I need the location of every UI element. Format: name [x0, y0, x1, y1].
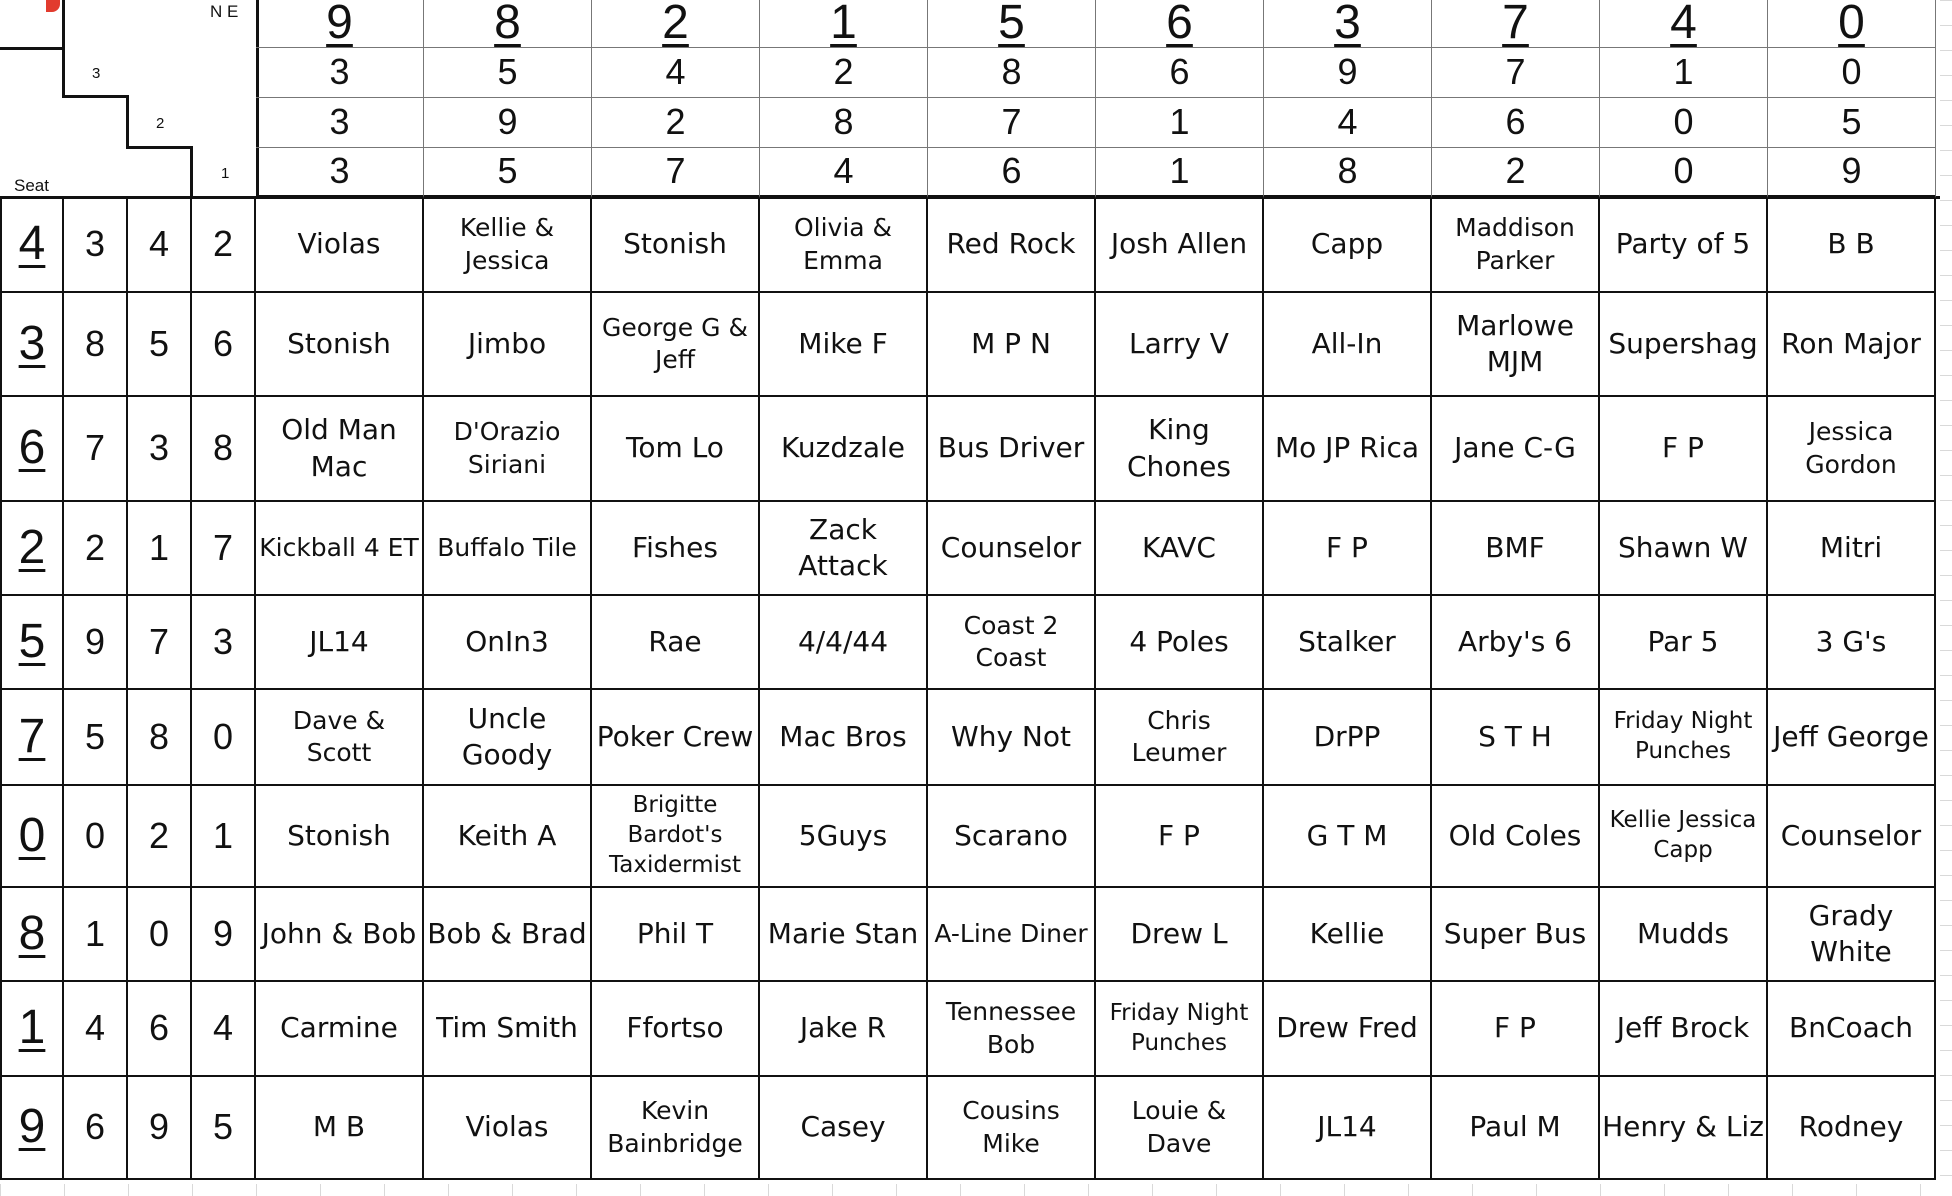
quarter-digit: 4 — [592, 48, 760, 98]
square-cell: George G & Jeff — [592, 293, 760, 397]
row-digit: 2 — [0, 502, 64, 596]
row-quarter-digit: 0 — [128, 888, 192, 982]
square-cell: Rae — [592, 596, 760, 690]
square-cell: Brigitte Bardot's Taxidermist — [592, 786, 760, 888]
square-cell: Scarano — [928, 786, 1096, 888]
square-cell: Capp — [1264, 198, 1432, 293]
square-cell: Super Bus — [1432, 888, 1600, 982]
square-cell: Stalker — [1264, 596, 1432, 690]
square-cell: D'Orazio Siriani — [424, 397, 592, 502]
square-cell: Bus Driver — [928, 397, 1096, 502]
row-digit: 4 — [0, 198, 64, 293]
stair-line — [126, 95, 129, 148]
square-cell: Cousins Mike — [928, 1077, 1096, 1180]
quarter-digit: 9 — [1264, 48, 1432, 98]
row-quarter-digit: 6 — [192, 293, 256, 397]
square-cell: Shawn W — [1600, 502, 1768, 596]
row-digit: 8 — [0, 888, 64, 982]
row-quarter-digit: 7 — [192, 502, 256, 596]
quarter-digit: 9 — [1768, 148, 1936, 198]
square-cell: Louie & Dave — [1096, 1077, 1264, 1180]
row-quarter-digit: 6 — [64, 1077, 128, 1180]
row-quarter-digit: 1 — [64, 888, 128, 982]
row-quarter-digit: 2 — [64, 502, 128, 596]
quarter-digit: 5 — [424, 48, 592, 98]
square-cell: Old Man Mac — [256, 397, 424, 502]
square-cell: 4 Poles — [1096, 596, 1264, 690]
quarter-digit: 0 — [1600, 98, 1768, 148]
square-cell: Kellie Jessica Capp — [1600, 786, 1768, 888]
square-cell: Kellie & Jessica — [424, 198, 592, 293]
square-cell: JL14 — [1264, 1077, 1432, 1180]
square-cell: All-In — [1264, 293, 1432, 397]
square-cell: Larry V — [1096, 293, 1264, 397]
square-cell: Kevin Bainbridge — [592, 1077, 760, 1180]
square-cell: Drew Fred — [1264, 982, 1432, 1077]
quarter-digit: 6 — [1432, 98, 1600, 148]
quarter-digit: 6 — [1096, 48, 1264, 98]
row-quarter-digit: 4 — [64, 982, 128, 1077]
quarter-digit: 1 — [1096, 98, 1264, 148]
quarter-digit: 3 — [256, 148, 424, 198]
square-cell: M B — [256, 1077, 424, 1180]
square-cell: Marlowe MJM — [1432, 293, 1600, 397]
square-cell: 5Guys — [760, 786, 928, 888]
row-quarter-digit: 9 — [192, 888, 256, 982]
column-digit: 9 — [256, 0, 424, 48]
quarter-digit: 3 — [256, 48, 424, 98]
square-cell: Mo JP Rica — [1264, 397, 1432, 502]
quarter-digit: 2 — [760, 48, 928, 98]
stair-line — [126, 146, 192, 149]
row-digit: 9 — [0, 1077, 64, 1180]
square-cell: Maddison Parker — [1432, 198, 1600, 293]
row-quarter-digit: 8 — [64, 293, 128, 397]
row-digit: 3 — [0, 293, 64, 397]
row-digit: 1 — [0, 982, 64, 1077]
square-cell: Counselor — [928, 502, 1096, 596]
quarter-digit: 5 — [1768, 98, 1936, 148]
stair-line — [62, 95, 128, 98]
row-quarter-digit: 5 — [128, 293, 192, 397]
column-digit: 1 — [760, 0, 928, 48]
row-quarter-digit: 9 — [64, 596, 128, 690]
square-cell: Old Coles — [1432, 786, 1600, 888]
quarter-digit: 2 — [592, 98, 760, 148]
row-quarter-digit: 0 — [192, 690, 256, 786]
square-cell: Tennessee Bob — [928, 982, 1096, 1077]
quarter-digit: 7 — [1432, 48, 1600, 98]
row-quarter-digit: 3 — [128, 397, 192, 502]
square-cell: Jake R — [760, 982, 928, 1077]
square-cell: JL14 — [256, 596, 424, 690]
quarter-digit: 9 — [424, 98, 592, 148]
stair-line — [62, 0, 65, 49]
square-cell: Grady White — [1768, 888, 1936, 982]
row-quarter-digit: 5 — [64, 690, 128, 786]
row-digit: 7 — [0, 690, 64, 786]
square-cell: OnIn3 — [424, 596, 592, 690]
square-cell: M P N — [928, 293, 1096, 397]
column-digit: 3 — [1264, 0, 1432, 48]
row-quarter-digit: 1 — [128, 502, 192, 596]
square-cell: Poker Crew — [592, 690, 760, 786]
square-cell: Coast 2 Coast — [928, 596, 1096, 690]
square-cell: Stonish — [256, 786, 424, 888]
quarter-digit: 6 — [928, 148, 1096, 198]
square-cell: Casey — [760, 1077, 928, 1180]
quarter-digit: 4 — [1264, 98, 1432, 148]
row-quarter-digit: 6 — [128, 982, 192, 1077]
quarter-digit: 8 — [1264, 148, 1432, 198]
square-cell: Kuzdzale — [760, 397, 928, 502]
square-cell: Stonish — [256, 293, 424, 397]
square-cell: 3 G's — [1768, 596, 1936, 690]
square-cell: F P — [1600, 397, 1768, 502]
square-cell: John & Bob — [256, 888, 424, 982]
square-cell: Jeff George — [1768, 690, 1936, 786]
quarter-digit: 5 — [424, 148, 592, 198]
square-cell: Friday Night Punches — [1096, 982, 1264, 1077]
square-cell: Phil T — [592, 888, 760, 982]
column-digit: 8 — [424, 0, 592, 48]
seat-label: Seat — [14, 176, 49, 195]
stair-line — [0, 47, 64, 50]
square-cell: Party of 5 — [1600, 198, 1768, 293]
quarter-digit: 3 — [256, 98, 424, 148]
row-quarter-digit: 2 — [192, 198, 256, 293]
quarter-digit: 7 — [928, 98, 1096, 148]
row-digit: 0 — [0, 786, 64, 888]
square-cell: B B — [1768, 198, 1936, 293]
square-cell: Fishes — [592, 502, 760, 596]
square-cell: Carmine — [256, 982, 424, 1077]
row-quarter-digit: 8 — [128, 690, 192, 786]
square-cell: Ron Major — [1768, 293, 1936, 397]
step-label-2: 2 — [156, 115, 165, 132]
square-cell: Jimbo — [424, 293, 592, 397]
step-label-1: 1 — [221, 165, 230, 182]
square-cell: Uncle Goody — [424, 690, 592, 786]
square-cell: BMF — [1432, 502, 1600, 596]
square-cell: Mac Bros — [760, 690, 928, 786]
quarter-digit: 0 — [1600, 148, 1768, 198]
square-cell: F P — [1432, 982, 1600, 1077]
square-cell: Jeff Brock — [1600, 982, 1768, 1077]
quarter-digit: 8 — [928, 48, 1096, 98]
quarter-digit: 7 — [592, 148, 760, 198]
square-cell: 4/4/44 — [760, 596, 928, 690]
square-cell: Jessica Gordon — [1768, 397, 1936, 502]
square-cell: G T M — [1264, 786, 1432, 888]
square-cell: Bob & Brad — [424, 888, 592, 982]
row-quarter-digit: 7 — [64, 397, 128, 502]
square-cell: Tom Lo — [592, 397, 760, 502]
square-cell: Mudds — [1600, 888, 1768, 982]
square-cell: Ffortso — [592, 982, 760, 1077]
row-quarter-digit: 9 — [128, 1077, 192, 1180]
square-cell: Chris Leumer — [1096, 690, 1264, 786]
square-cell: F P — [1264, 502, 1432, 596]
square-cell: Arby's 6 — [1432, 596, 1600, 690]
square-cell: Counselor — [1768, 786, 1936, 888]
square-cell: Drew L — [1096, 888, 1264, 982]
column-digit: 6 — [1096, 0, 1264, 48]
square-cell: Marie Stan — [760, 888, 928, 982]
stair-line — [62, 47, 65, 97]
square-cell: Henry & Liz — [1600, 1077, 1768, 1180]
row-quarter-digit: 8 — [192, 397, 256, 502]
square-cell: Supershag — [1600, 293, 1768, 397]
column-digit: 0 — [1768, 0, 1936, 48]
row-quarter-digit: 2 — [128, 786, 192, 888]
square-cell: Violas — [256, 198, 424, 293]
row-digit: 6 — [0, 397, 64, 502]
square-cell: Keith A — [424, 786, 592, 888]
comment-indicator — [46, 0, 60, 12]
square-cell: Violas — [424, 1077, 592, 1180]
square-cell: S T H — [1432, 690, 1600, 786]
square-cell: KAVC — [1096, 502, 1264, 596]
row-quarter-digit: 3 — [192, 596, 256, 690]
square-cell: DrPP — [1264, 690, 1432, 786]
square-cell: A-Line Diner — [928, 888, 1096, 982]
square-cell: Dave & Scott — [256, 690, 424, 786]
square-cell: Friday Night Punches — [1600, 690, 1768, 786]
square-cell: BnCoach — [1768, 982, 1936, 1077]
square-cell: Zack Attack — [760, 502, 928, 596]
square-cell: Paul M — [1432, 1077, 1600, 1180]
step-label-3: 3 — [92, 65, 101, 82]
square-cell: Buffalo Tile — [424, 502, 592, 596]
square-cell: Kellie — [1264, 888, 1432, 982]
square-cell: Why Not — [928, 690, 1096, 786]
row-quarter-digit: 3 — [64, 198, 128, 293]
square-cell: Mitri — [1768, 502, 1936, 596]
row-quarter-digit: 4 — [192, 982, 256, 1077]
quarter-digit: 4 — [760, 148, 928, 198]
quarter-digit: 8 — [760, 98, 928, 148]
square-cell: Stonish — [592, 198, 760, 293]
quarter-digit: 1 — [1096, 148, 1264, 198]
row-quarter-digit: 1 — [192, 786, 256, 888]
stair-line — [190, 146, 193, 198]
square-cell: Tim Smith — [424, 982, 592, 1077]
column-digit: 5 — [928, 0, 1096, 48]
square-cell: Rodney — [1768, 1077, 1936, 1180]
column-digit: 4 — [1600, 0, 1768, 48]
square-cell: Kickball 4 ET — [256, 502, 424, 596]
quarter-digit: 2 — [1432, 148, 1600, 198]
square-cell: Olivia & Emma — [760, 198, 928, 293]
square-cell: F P — [1096, 786, 1264, 888]
row-digit: 5 — [0, 596, 64, 690]
square-cell: Red Rock — [928, 198, 1096, 293]
square-cell: Josh Allen — [1096, 198, 1264, 293]
square-cell: Mike F — [760, 293, 928, 397]
direction-label: N E — [210, 2, 239, 21]
column-digit: 2 — [592, 0, 760, 48]
square-cell: Par 5 — [1600, 596, 1768, 690]
quarter-digit: 0 — [1768, 48, 1936, 98]
square-cell: Jane C-G — [1432, 397, 1600, 502]
row-quarter-digit: 7 — [128, 596, 192, 690]
quarter-digit: 1 — [1600, 48, 1768, 98]
row-quarter-digit: 4 — [128, 198, 192, 293]
row-quarter-digit: 5 — [192, 1077, 256, 1180]
row-quarter-digit: 0 — [64, 786, 128, 888]
column-digit: 7 — [1432, 0, 1600, 48]
square-cell: King Chones — [1096, 397, 1264, 502]
